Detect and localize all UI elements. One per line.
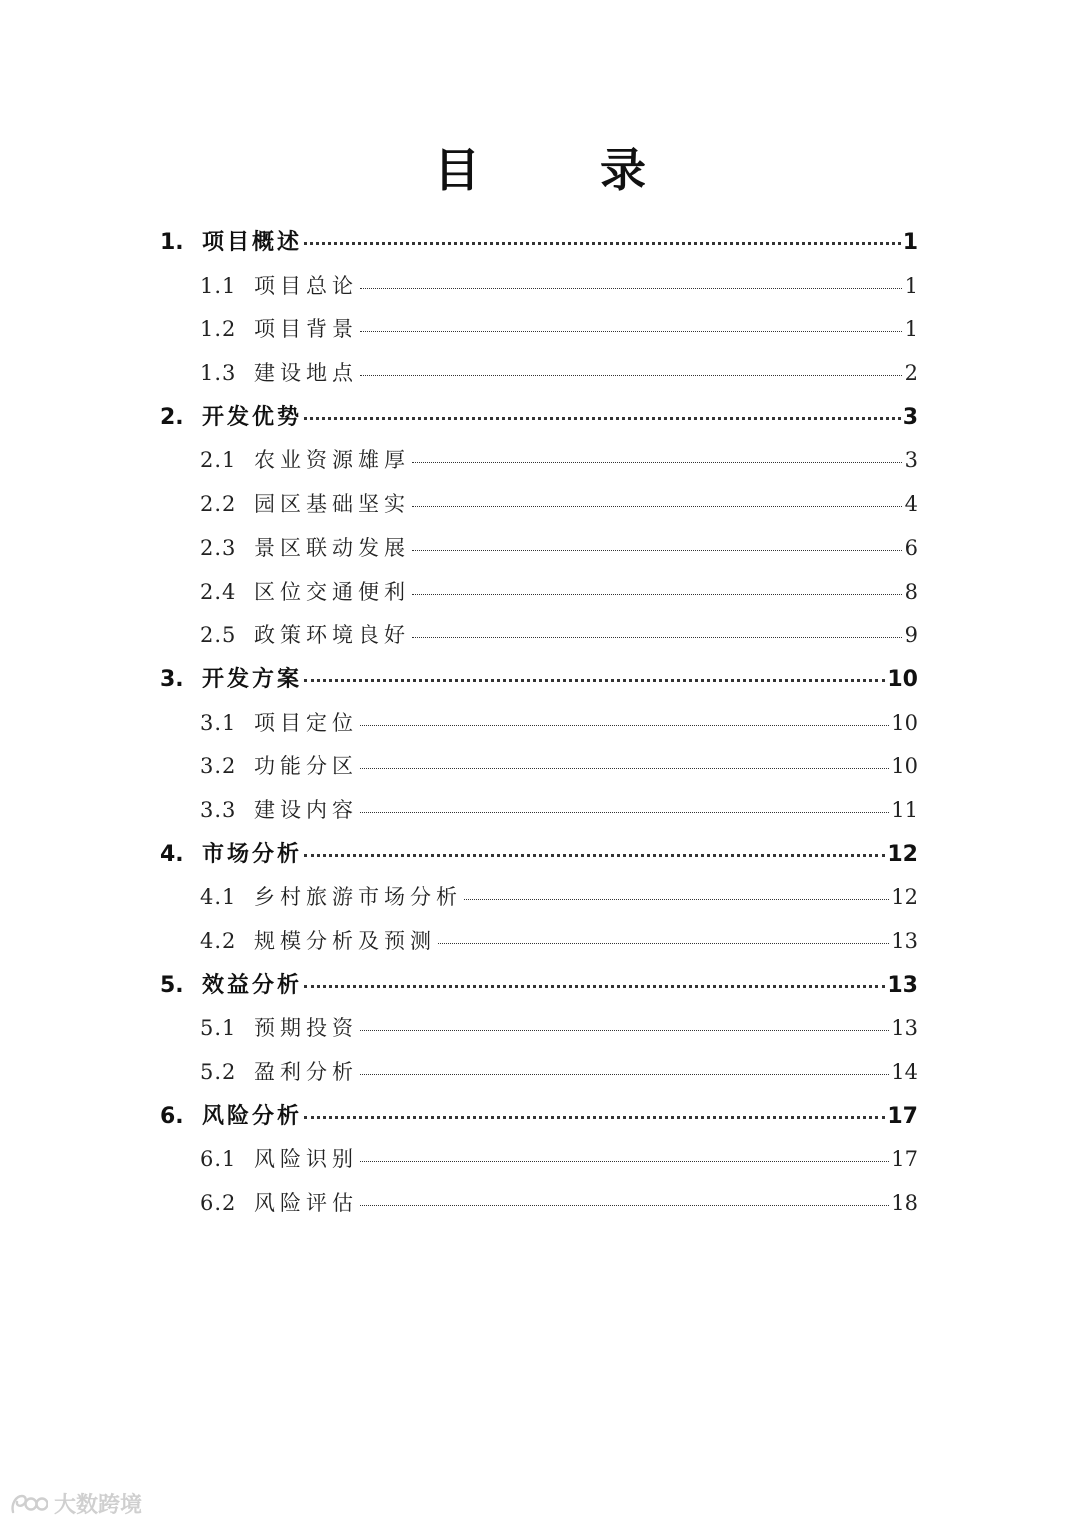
toc-entry-number: 2.3	[200, 535, 237, 560]
toc-entry-page-number: 1	[902, 230, 918, 255]
page-title: 目 录	[433, 143, 698, 197]
toc-entry-label: 项目总论	[254, 273, 358, 298]
toc-section-entry[interactable]	[160, 571, 918, 615]
dot-leader	[304, 1116, 885, 1119]
toc-chapter-entry[interactable]	[160, 964, 918, 1008]
toc-entry-number: 2.5	[200, 623, 237, 648]
dot-leader	[412, 637, 902, 638]
toc-section-entry[interactable]	[160, 702, 918, 746]
toc-entry-page-number: 3	[902, 404, 918, 430]
toc-entry-page-number: 2	[904, 361, 918, 386]
toc-entry-label: 功能分区	[254, 754, 358, 779]
toc-entry-label: 盈利分析	[254, 1060, 358, 1085]
dot-leader	[304, 854, 885, 857]
toc-entry-page-number: 3	[904, 448, 918, 473]
toc-entry-number: 3.3	[200, 797, 237, 822]
toc-entry-label: 园区基础坚实	[254, 492, 410, 517]
toc-entry-label: 开发优势	[202, 404, 303, 430]
dot-leader	[304, 985, 885, 988]
toc-section-entry[interactable]	[160, 745, 918, 789]
watermark-text: 大数跨境	[54, 1493, 143, 1518]
toc-section-entry[interactable]	[160, 1138, 918, 1182]
toc-entry-page-number: 10	[887, 666, 918, 692]
dot-leader	[360, 375, 902, 376]
toc-entry-page-number: 12	[887, 841, 918, 867]
dot-leader	[360, 725, 889, 726]
toc-entry-label: 效益分析	[202, 972, 303, 998]
toc-entry-number: 4.1	[200, 885, 237, 910]
toc-chapter-entry[interactable]	[160, 221, 918, 265]
toc-entry-label: 农业资源雄厚	[254, 448, 410, 473]
toc-section-entry[interactable]	[160, 1051, 918, 1095]
toc-entry-number: 3.	[160, 666, 184, 692]
toc-chapter-entry[interactable]	[160, 396, 918, 440]
toc-section-entry[interactable]	[160, 1182, 918, 1226]
toc-entry-page-number: 8	[904, 579, 918, 604]
toc-chapter-entry[interactable]	[160, 1095, 918, 1139]
dot-leader	[360, 1030, 889, 1031]
toc-entry-page-number: 13	[887, 972, 918, 998]
dot-leader	[464, 899, 889, 900]
toc-entry-page-number: 12	[891, 885, 918, 910]
toc-entry-page-number: 11	[891, 797, 918, 822]
toc-entry-label: 风险分析	[202, 1103, 303, 1129]
toc-entry-label: 项目背景	[254, 317, 358, 342]
toc-entry-page-number: 13	[891, 1016, 918, 1041]
toc-entry-number: 5.2	[200, 1060, 237, 1085]
toc-entry-number: 1.1	[200, 273, 237, 298]
dot-leader	[360, 768, 889, 769]
toc-entry-number: 1.2	[200, 317, 237, 342]
toc-section-entry[interactable]	[160, 439, 918, 483]
toc-entry-page-number: 6	[904, 535, 918, 560]
toc-entry-page-number: 10	[891, 754, 918, 779]
table-of-contents	[160, 221, 918, 1226]
toc-entry-number: 4.	[160, 841, 184, 867]
watermark	[10, 1488, 142, 1519]
toc-entry-number: 2.1	[200, 448, 237, 473]
toc-entry-label: 建设内容	[254, 797, 358, 822]
dot-leader	[360, 1205, 889, 1206]
toc-entry-label: 预期投资	[254, 1016, 358, 1041]
toc-entry-page-number: 17	[887, 1103, 918, 1129]
toc-entry-number: 3.2	[200, 754, 237, 779]
toc-entry-page-number: 10	[891, 710, 918, 735]
dot-leader	[412, 462, 902, 463]
toc-entry-number: 4.2	[200, 929, 237, 953]
toc-section-entry[interactable]	[160, 1007, 918, 1051]
toc-entry-label: 项目概述	[202, 230, 303, 255]
toc-entry-page-number: 9	[904, 623, 918, 648]
toc-entry-number: 2.4	[200, 579, 237, 604]
toc-entry-label: 政策环境良好	[254, 623, 410, 648]
toc-entry-number: 2.	[160, 404, 184, 430]
dot-leader	[304, 242, 901, 245]
toc-chapter-entry[interactable]	[160, 658, 918, 702]
toc-section-entry[interactable]	[160, 789, 918, 833]
brand-logo-icon	[10, 1492, 48, 1516]
toc-entry-label: 建设地点	[254, 361, 358, 386]
dot-leader	[360, 331, 902, 332]
toc-entry-label: 风险识别	[254, 1147, 358, 1172]
dot-leader	[304, 417, 901, 420]
toc-entry-label: 项目定位	[254, 710, 358, 735]
toc-entry-number: 2.2	[200, 492, 237, 517]
dot-leader	[360, 1074, 889, 1075]
toc-entry-label: 风险评估	[254, 1191, 358, 1216]
toc-entry-page-number: 17	[891, 1147, 918, 1172]
toc-chapter-entry[interactable]	[160, 833, 918, 877]
dot-leader	[360, 812, 889, 813]
toc-entry-number: 6.1	[200, 1147, 237, 1172]
toc-entry-page-number: 13	[891, 929, 918, 953]
dot-leader	[412, 506, 902, 507]
toc-entry-number: 3.1	[200, 710, 237, 735]
toc-section-entry[interactable]	[160, 614, 918, 658]
toc-entry-label: 区位交通便利	[254, 579, 410, 604]
toc-entry-number: 6.	[160, 1103, 184, 1129]
toc-section-entry[interactable]	[160, 876, 918, 920]
dot-leader	[360, 1161, 889, 1162]
toc-section-entry[interactable]	[160, 308, 918, 352]
toc-entry-page-number: 4	[904, 492, 918, 517]
toc-section-entry[interactable]	[160, 920, 918, 964]
toc-entry-label: 开发方案	[202, 666, 303, 692]
toc-entry-number: 1.3	[200, 361, 237, 386]
dot-leader	[360, 288, 902, 289]
dot-leader	[304, 679, 885, 682]
toc-section-entry[interactable]	[160, 352, 918, 396]
toc-entry-label: 规模分析及预测	[254, 929, 436, 953]
toc-entry-page-number: 1	[904, 317, 918, 342]
toc-entry-label: 市场分析	[202, 841, 303, 867]
toc-entry-number: 1.	[160, 230, 184, 255]
toc-entry-label: 乡村旅游市场分析	[254, 885, 462, 910]
dot-leader	[412, 594, 902, 595]
toc-section-entry[interactable]	[160, 265, 918, 309]
toc-entry-label: 景区联动发展	[254, 535, 410, 560]
toc-entry-number: 5.1	[200, 1016, 237, 1041]
toc-entry-number: 6.2	[200, 1191, 237, 1216]
dot-leader	[438, 943, 889, 944]
toc-entry-page-number: 18	[891, 1191, 918, 1216]
toc-section-entry[interactable]	[160, 483, 918, 527]
toc-section-entry[interactable]	[160, 527, 918, 571]
toc-entry-number: 5.	[160, 972, 184, 998]
dot-leader	[412, 550, 902, 551]
toc-entry-page-number: 1	[904, 273, 918, 298]
toc-entry-page-number: 14	[891, 1060, 918, 1085]
